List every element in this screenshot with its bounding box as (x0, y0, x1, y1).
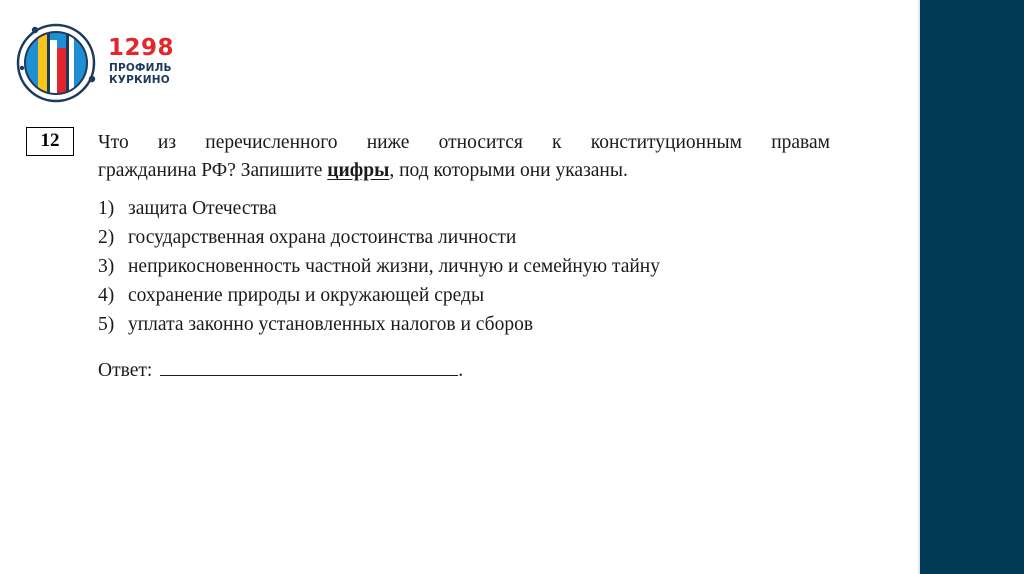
answer-options-list (98, 194, 858, 339)
question-word: относится (438, 132, 523, 153)
answer-label: Ответ: (98, 360, 153, 381)
option-text: сохранение природы и окружающей среды (128, 285, 485, 306)
option-number: 5) (98, 314, 115, 335)
option-text: защита Отечества (128, 198, 277, 219)
logo-number: 1298 (108, 35, 175, 61)
list-item (98, 252, 858, 281)
school-logo (16, 18, 186, 108)
question-word: ниже (366, 132, 410, 153)
question-text (98, 129, 830, 185)
list-item (98, 281, 858, 310)
option-number: 4) (98, 285, 115, 306)
list-item (98, 194, 858, 223)
answer-end-mark: . (458, 360, 464, 381)
answer-blank-line (160, 355, 458, 376)
question-emphasis: цифры (327, 160, 390, 181)
question-line-2-end: , под которыми они указаны. (389, 160, 628, 181)
question-line-2 (98, 157, 830, 185)
option-number: 2) (98, 227, 115, 248)
question-line-1 (98, 129, 830, 157)
list-item (98, 310, 858, 339)
option-number: 1) (98, 198, 115, 219)
answer-row (98, 355, 463, 385)
logo-text-line-1: ПРОФИЛЬ (109, 62, 172, 74)
question-word: перечисленного (205, 132, 338, 153)
logo-emblem-icon (16, 18, 106, 108)
right-side-panel (920, 0, 1024, 574)
question-line-2-start: гражданина РФ? Запишите (98, 160, 328, 181)
option-number: 3) (98, 256, 115, 277)
question-word: правам (771, 132, 830, 153)
logo-text-line-2: КУРКИНО (109, 74, 170, 86)
question-word: к (552, 132, 562, 153)
question-number-box: 12 (26, 127, 74, 156)
option-text: уплата законно установленных налогов и сборов (128, 314, 534, 335)
option-text: государственная охрана достоинства личности (128, 227, 517, 248)
question-word: из (157, 132, 177, 153)
list-item (98, 223, 858, 252)
option-text: неприкосновенность частной жизни, личную и семейную тайну (128, 256, 660, 277)
question-word: конституционным (590, 132, 742, 153)
question-word: Что (98, 132, 129, 153)
